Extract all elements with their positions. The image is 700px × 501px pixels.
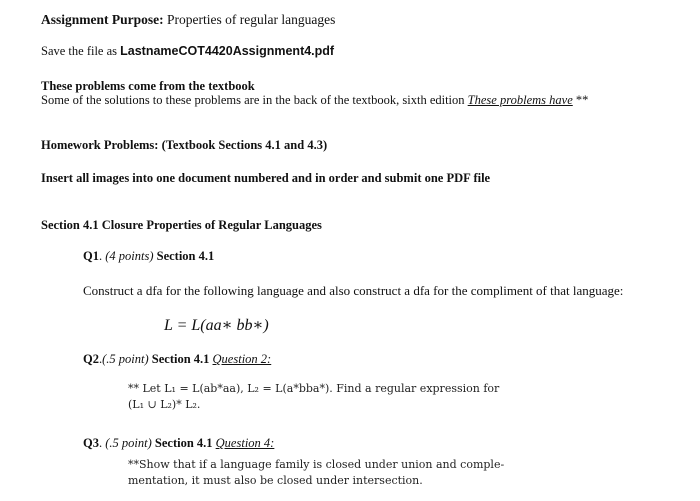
q1-number: Q1 xyxy=(83,249,99,263)
purpose-text: Properties of regular languages xyxy=(163,12,336,27)
save-filename: LastnameCOT4420Assignment4.pdf xyxy=(120,44,335,58)
q3-number: Q3 xyxy=(83,436,99,450)
q2-points: (.5 point) xyxy=(102,352,149,366)
source-link[interactable]: These problems have xyxy=(467,93,573,107)
source-text xyxy=(41,93,588,109)
q2-header: Q2.(.5 point) Section 4.1 Question 2: xyxy=(83,352,272,366)
source-suffix: ** xyxy=(572,93,589,107)
q3-header: Q3. (.5 point) Section 4.1 Question 4: xyxy=(83,436,275,450)
q3-line1: **Show that if a language family is closed under union and comple- xyxy=(128,458,505,471)
q1-header: Q1. (4 points) Section 4.1 xyxy=(83,249,215,263)
q3-points: (.5 point) xyxy=(102,436,152,450)
q2-line1: ** Let L₁ = L(ab*aa), L₂ = L(a*bba*). Find a regular expression for xyxy=(128,382,500,395)
section-title: Section 4.1 Closure Properties of Regular Languages xyxy=(41,218,322,232)
homework-heading: Homework Problems: (Textbook Sections 4.1 and 4.3) xyxy=(41,138,328,152)
q2-line2: (L₁ ∪ L₂)* L₂. xyxy=(128,398,201,411)
assignment-purpose xyxy=(41,12,335,29)
source-text-body: Some of the solutions to these problems are in the back of the textbook, sixth edition xyxy=(41,93,468,107)
source-heading: These problems come from the textbook xyxy=(41,79,255,93)
q2-link[interactable]: Question 2: xyxy=(212,352,272,366)
q3-link[interactable]: Question 4: xyxy=(215,436,275,450)
q1-section: Section 4.1 xyxy=(153,249,215,263)
q3-line2: mentation, it must also be closed under intersection. xyxy=(128,474,423,487)
save-prefix: Save the file as xyxy=(41,44,121,58)
q2-section: Section 4.1 xyxy=(148,352,213,366)
save-instruction xyxy=(41,44,334,60)
q3-section: Section 4.1 xyxy=(151,436,216,450)
q1-text: Construct a dfa for the following language and also construct a dfa for the compliment of that language: xyxy=(83,283,624,298)
purpose-label: Assignment Purpose: xyxy=(41,12,164,27)
q1-points: (4 points) xyxy=(102,249,154,263)
q1-formula: L = L(aa∗ bb∗) xyxy=(164,317,269,334)
q2-number: Q2 xyxy=(83,352,99,366)
submit-instruction: Insert all images into one document numbered and in order and submit one PDF file xyxy=(41,171,491,185)
